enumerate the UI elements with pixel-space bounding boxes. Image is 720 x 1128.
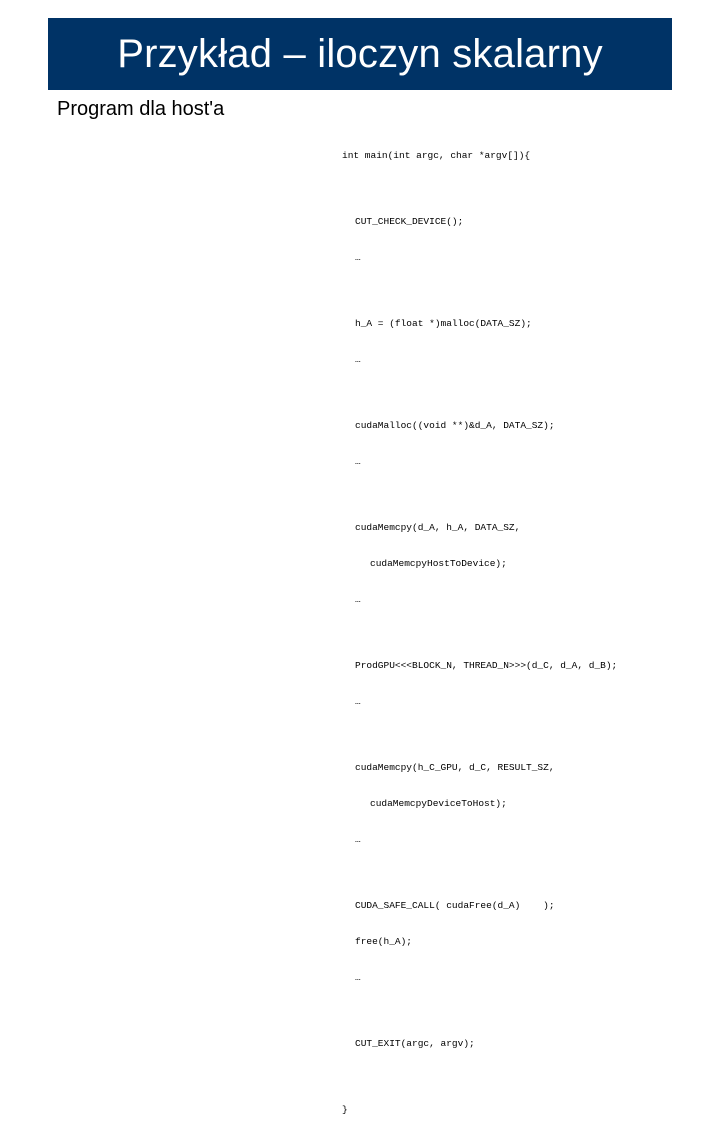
code-line-cut-exit: CUT_EXIT(argc, argv); (355, 1038, 475, 1049)
code-line-memcpy-h2d-kind: cudaMemcpyHostToDevice); (370, 558, 507, 569)
slide-subtitle: Program dla host'a (57, 98, 225, 120)
code-ellipsis: … (355, 456, 361, 467)
code-line-close-brace: } (342, 1104, 348, 1115)
code-line-malloc: h_A = (float *)malloc(DATA_SZ); (355, 318, 532, 329)
code-line-safe-call: CUDA_SAFE_CALL( cudaFree(d_A) ); (355, 900, 555, 911)
code-line-memcpy-d2h-kind: cudaMemcpyDeviceToHost); (370, 798, 507, 809)
code-ellipsis: … (355, 696, 361, 707)
code-ellipsis: … (355, 594, 361, 605)
code-line-check-device: CUT_CHECK_DEVICE(); (355, 216, 464, 227)
code-ellipsis: … (355, 972, 361, 983)
title-bar (48, 18, 672, 90)
code-line-memcpy-d2h: cudaMemcpy(h_C_GPU, d_C, RESULT_SZ, (355, 762, 555, 773)
code-line-kernel-call: ProdGPU<<<BLOCK_N, THREAD_N>>>(d_C, d_A, d_B); (355, 660, 618, 671)
code-ellipsis: … (355, 834, 361, 845)
code-ellipsis: … (355, 354, 361, 365)
code-line-main: int main(int argc, char *argv[]){ (342, 150, 531, 161)
code-ellipsis: … (355, 252, 361, 263)
code-line-cuda-malloc: cudaMalloc((void **)&d_A, DATA_SZ); (355, 420, 555, 431)
code-listing (342, 126, 617, 1128)
code-line-free: free(h_A); (355, 936, 413, 947)
code-line-memcpy-h2d: cudaMemcpy(d_A, h_A, DATA_SZ, (355, 522, 521, 533)
slide-title: Przykład – iloczyn skalarny (117, 31, 603, 76)
